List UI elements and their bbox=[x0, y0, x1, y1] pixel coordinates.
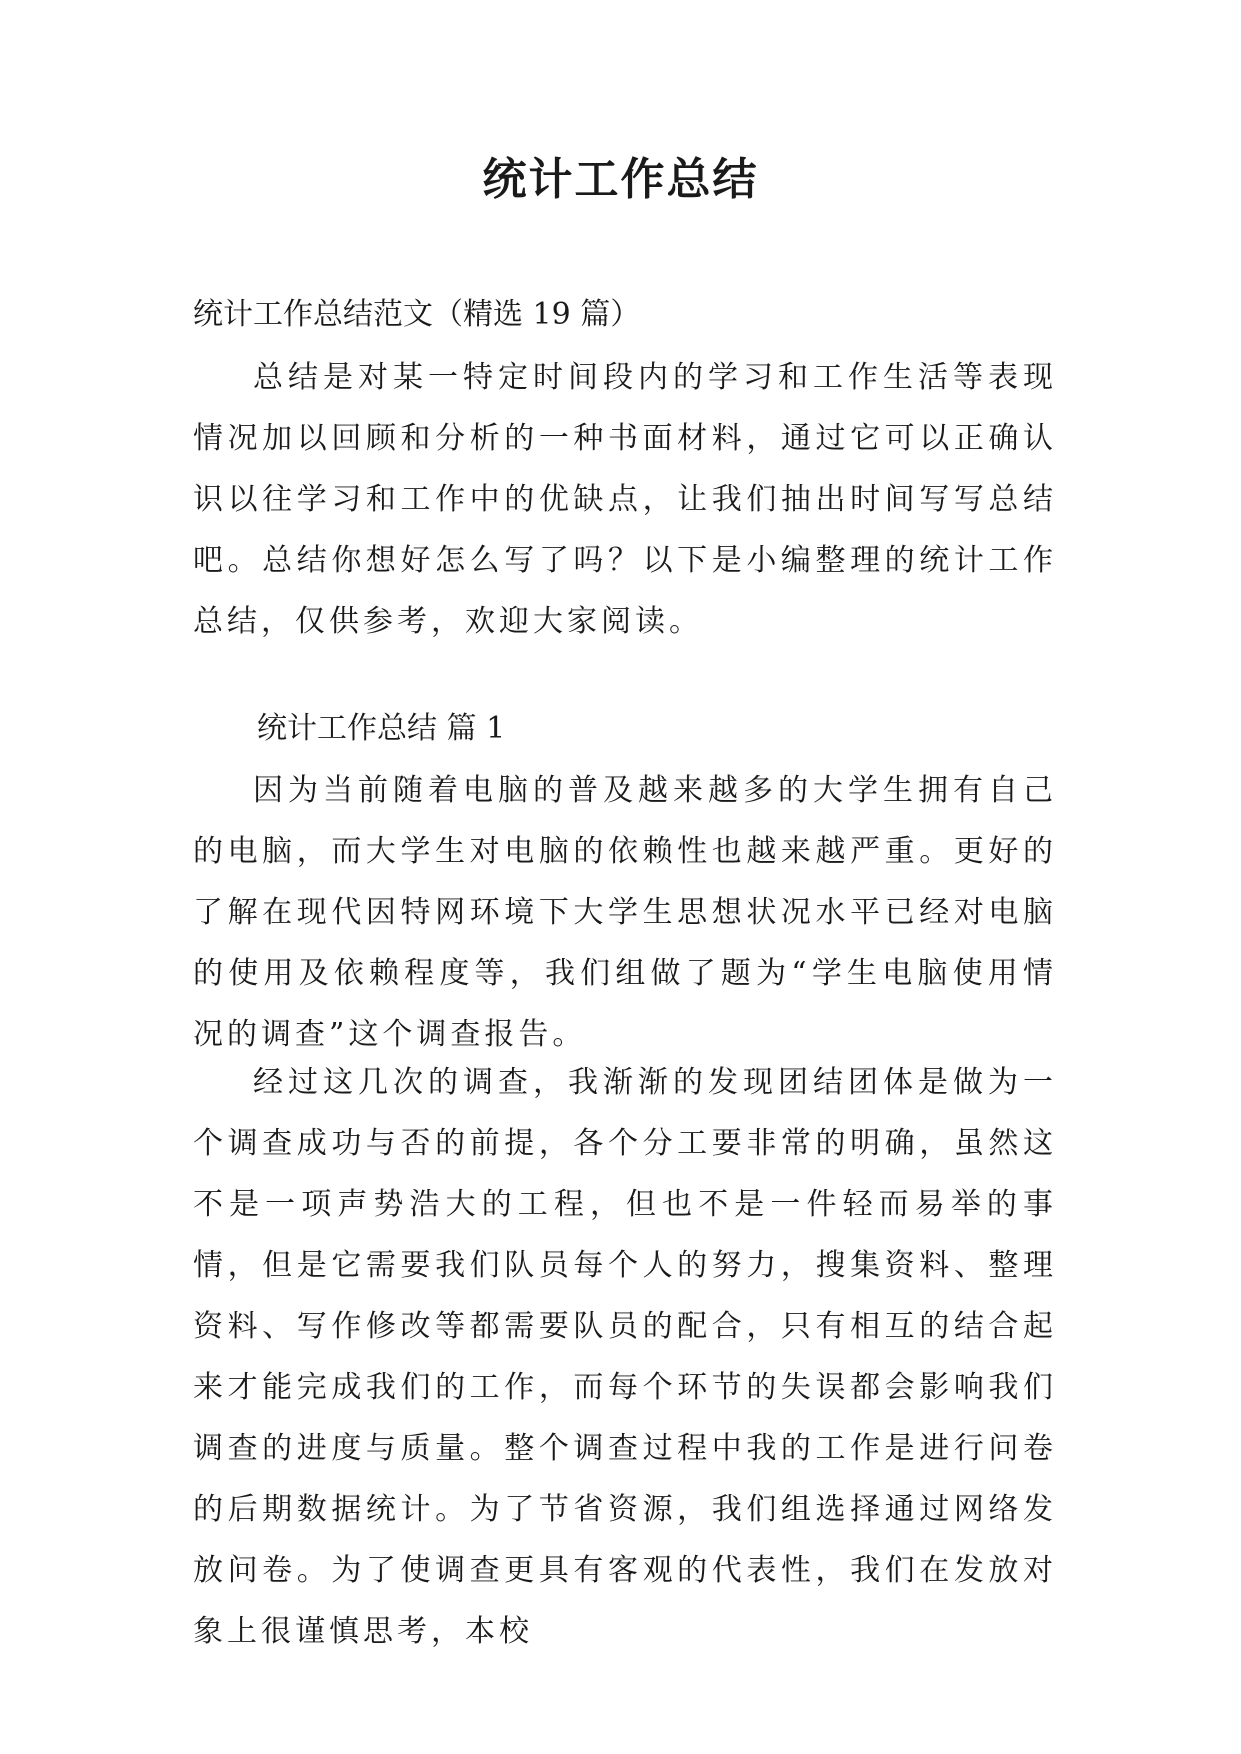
intro-paragraph: 总结是对某一特定时间段内的学习和工作生活等表现情况加以回顾和分析的一种书面材料，通过它可以正确认识以往学习和工作中的优缺点，让我们抽出时间写写总结吧。总结你想好怎么写了吗？以下是小编整理的统计工作总结，仅供参考，欢迎大家阅读。 bbox=[193, 360, 1057, 639]
section-heading: 统计工作总结 篇 1 bbox=[257, 711, 506, 746]
body-paragraph-1: 因为当前随着电脑的普及越来越多的大学生拥有自己的电脑，而大学生对电脑的依赖性也越来越严重。更好的了解在现代因特网环境下大学生思想状况水平已经对电脑的使用及依赖程度等，我们组做了题为“学生电脑使用情况的调查”这个调查报告。 bbox=[193, 773, 1057, 1052]
document-title: 统计工作总结 bbox=[482, 154, 759, 205]
document-subtitle: 统计工作总结范文（精选 19 篇） bbox=[193, 297, 641, 332]
body-paragraph-2: 经过这几次的调查，我渐渐的发现团结团体是做为一个调查成功与否的前提，各个分工要非常的明确，虽然这不是一项声势浩大的工程，但也不是一件轻而易举的事情，但是它需要我们队员每个人的努力，搜集资料、整理资料、写作修改等都需要队员的配合，只有相互的结合起来才能完成我们的工作，而每个环节的失误都会影响我们调查的进度与质量。整个调查过程中我的工作是进行问卷的后期数据统计。为了节省资源，我们组选择通过网络发放问卷。为了使调查更具有客观的代表性，我们在发放对象上很谨慎思考，本校 bbox=[193, 1065, 1057, 1649]
